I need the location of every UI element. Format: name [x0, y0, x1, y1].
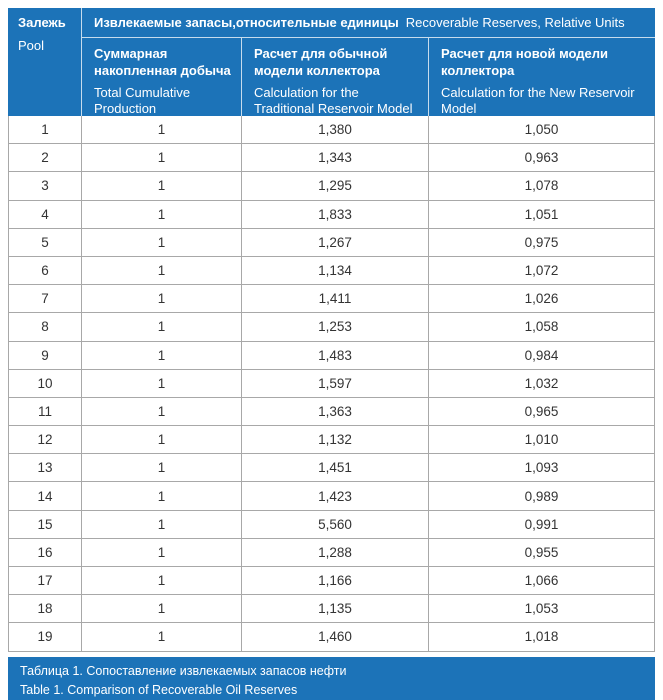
table-cell: 1,018 [428, 623, 655, 650]
table-cell: 0,991 [428, 511, 655, 538]
table-cell: 14 [8, 482, 81, 509]
table-cell: 1,411 [241, 285, 428, 312]
table-cell: 0,984 [428, 342, 655, 369]
table-row [8, 313, 655, 341]
table-cell: 8 [8, 313, 81, 340]
table-cell: 1 [81, 313, 241, 340]
header-group-ru: Извлекаемые запасы,относительные единицы [94, 15, 399, 30]
table-cell: 1,072 [428, 257, 655, 284]
header-group-en: Recoverable Reserves, Relative Units [405, 15, 625, 30]
table-row [8, 370, 655, 398]
table-cell: 0,989 [428, 482, 655, 509]
header-col-traditional [241, 37, 428, 116]
table-cell: 1,053 [428, 595, 655, 622]
table-row [8, 595, 655, 623]
table-row [8, 623, 655, 651]
table-cell: 1 [81, 342, 241, 369]
table-cell: 1,135 [241, 595, 428, 622]
table-cell: 11 [8, 398, 81, 425]
header-col-traditional-ru: Расчет для обычной модели коллектора [254, 46, 388, 78]
table-cell: 1 [81, 567, 241, 594]
table-cell: 1,423 [241, 482, 428, 509]
table-cell: 10 [8, 370, 81, 397]
table-cell: 1,295 [241, 172, 428, 199]
table-cell: 1 [81, 454, 241, 481]
table-cell: 0,955 [428, 539, 655, 566]
table-row [8, 172, 655, 200]
table-cell: 13 [8, 454, 81, 481]
table-row [8, 511, 655, 539]
header-pool [8, 8, 81, 116]
table-cell: 1 [8, 116, 81, 143]
table-cell: 1 [81, 595, 241, 622]
table-cell: 1,051 [428, 201, 655, 228]
table-cell: 1,597 [241, 370, 428, 397]
table-row [8, 144, 655, 172]
table-cell: 2 [8, 144, 81, 171]
table-cell: 1 [81, 172, 241, 199]
header-col-production [81, 37, 241, 116]
table-cell: 1,460 [241, 623, 428, 650]
table-cell: 1,166 [241, 567, 428, 594]
table-row [8, 201, 655, 229]
table-cell: 1,078 [428, 172, 655, 199]
table-header [8, 8, 655, 116]
table-row [8, 482, 655, 510]
table-cell: 1,093 [428, 454, 655, 481]
header-col-traditional-en: Calculation for the Traditional Reservoir Model [254, 85, 413, 116]
table-cell: 17 [8, 567, 81, 594]
table-cell: 1 [81, 257, 241, 284]
table-caption [8, 657, 655, 700]
table-cell: 1,267 [241, 229, 428, 256]
table-cell: 1,833 [241, 201, 428, 228]
table-row [8, 229, 655, 257]
table-cell: 1,363 [241, 398, 428, 425]
table-cell: 18 [8, 595, 81, 622]
table-cell: 1 [81, 116, 241, 143]
table-cell: 9 [8, 342, 81, 369]
header-col-production-ru: Суммарная накопленная добыча [94, 46, 231, 78]
table-cell: 1 [81, 370, 241, 397]
table-cell: 5,560 [241, 511, 428, 538]
table-cell: 0,965 [428, 398, 655, 425]
table-cell: 0,975 [428, 229, 655, 256]
table-cell: 1 [81, 539, 241, 566]
table-row [8, 257, 655, 285]
table-cell: 7 [8, 285, 81, 312]
table-cell: 5 [8, 229, 81, 256]
table-row [8, 342, 655, 370]
table-cell: 15 [8, 511, 81, 538]
table-cell: 1 [81, 623, 241, 650]
table-cell: 1,380 [241, 116, 428, 143]
table-cell: 12 [8, 426, 81, 453]
table-cell: 4 [8, 201, 81, 228]
table-cell: 1,132 [241, 426, 428, 453]
table-cell: 1,058 [428, 313, 655, 340]
table-cell: 1,066 [428, 567, 655, 594]
header-col-new-model-en: Calculation for the New Reservoir Model [441, 85, 635, 116]
table-row [8, 398, 655, 426]
table-cell: 1 [81, 482, 241, 509]
table-caption-en: Table 1. Comparison of Recoverable Oil Reserves [20, 682, 298, 697]
table-row [8, 539, 655, 567]
table-cell: 19 [8, 623, 81, 650]
table-row [8, 426, 655, 454]
table-cell: 1,026 [428, 285, 655, 312]
table-cell: 1 [81, 398, 241, 425]
table-cell: 1,343 [241, 144, 428, 171]
table-cell: 6 [8, 257, 81, 284]
header-col-new-model-ru: Расчет для новой модели коллектора [441, 46, 609, 78]
table-row [8, 116, 655, 144]
table-cell: 1 [81, 511, 241, 538]
table-cell: 3 [8, 172, 81, 199]
table-cell: 1 [81, 285, 241, 312]
table-row [8, 454, 655, 482]
table-cell: 1,010 [428, 426, 655, 453]
table-cell: 1,050 [428, 116, 655, 143]
table-cell: 1 [81, 201, 241, 228]
table-cell: 1 [81, 426, 241, 453]
header-group [81, 8, 655, 37]
header-pool-en: Pool [18, 38, 45, 53]
header-col-production-en: Total Cumulative Production [94, 85, 191, 116]
table-caption-ru: Таблица 1. Сопоставление извлекаемых запасов нефти [20, 663, 347, 678]
table-cell: 1,134 [241, 257, 428, 284]
table-cell: 1 [81, 229, 241, 256]
table-cell: 0,963 [428, 144, 655, 171]
table-row [8, 567, 655, 595]
table-row [8, 285, 655, 313]
table-cell: 1,032 [428, 370, 655, 397]
table-cell: 1,451 [241, 454, 428, 481]
table-cell: 16 [8, 539, 81, 566]
table-cell: 1,483 [241, 342, 428, 369]
table-cell: 1,253 [241, 313, 428, 340]
table-body [8, 116, 655, 652]
header-pool-ru: Залежь [18, 15, 66, 30]
header-col-new-model [428, 37, 655, 116]
table-cell: 1 [81, 144, 241, 171]
table-cell: 1,288 [241, 539, 428, 566]
